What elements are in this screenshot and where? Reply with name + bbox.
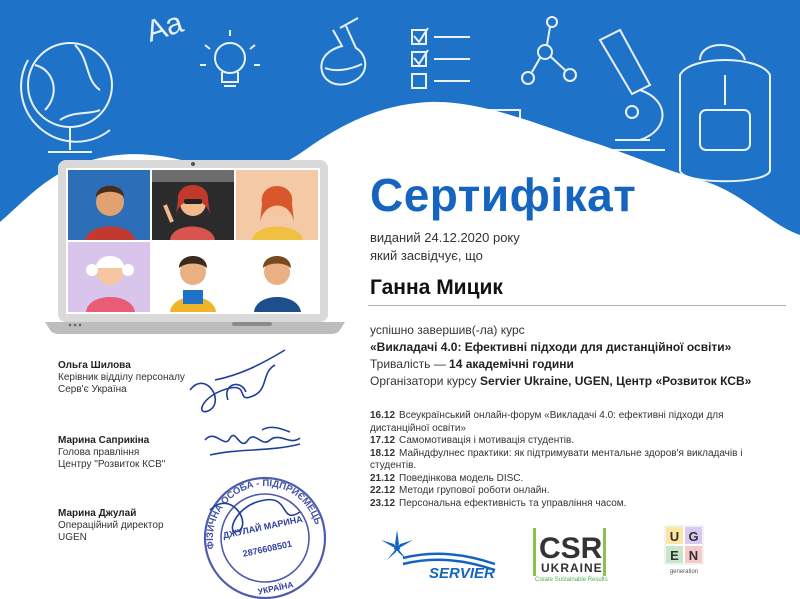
partner-logos [375,520,785,590]
svg-text:N: N [688,548,699,563]
schedule-item: 16.12 Всеукраїнський онлайн-форум «Викладачі 4.0: ефективні підходи для дистанційної освіти» [370,410,724,434]
svg-text:CSR: CSR [539,532,603,565]
svg-text:UKRAINE: UKRAINE [541,561,603,575]
signer-org: Центру "Розвиток КСВ" [58,459,166,470]
certificate-title: Сертифікат [370,169,637,221]
course-name: «Викладачі 4.0: Ефективні підходи для дистанційної освіти» [370,340,732,354]
organizers-line: Організатори курсу Servier Ukraine, UGEN, Центр «Розвиток КСВ» [370,374,752,388]
svg-text:ДЖУЛАЙ МАРИНА: ДЖУЛАЙ МАРИНА [221,513,304,541]
svg-text:generation: generation [669,569,699,575]
signer-role: Голова правління [58,447,140,458]
duration-line: Тривалість — 14 академічні години [370,357,574,371]
svg-text:SERVIER: SERVIER [429,565,495,582]
signature-2 [205,427,300,455]
servier-logo [381,530,495,582]
schedule-item: 18.12 Майндфулнес практики: як підтримувати ментальне здоров'я викладачів і студентів. [370,447,743,471]
signer-role: Операційний директор [58,520,164,531]
issued-date-line: виданий 24.12.2020 року [370,230,520,245]
svg-text:E: E [670,548,679,563]
svg-text:U: U [669,529,680,544]
schedule-item: 22.12 Методи групової роботи онлайн. [370,485,550,496]
schedule-item: 21.12 Поведінкова модель DISC. [370,472,524,484]
svg-text:Create Sustainable Results: Create Sustainable Results [535,577,608,583]
schedule-item: 23.12 Персональна ефективність та управління часом. [370,497,627,509]
signature-1 [190,350,285,412]
recipient-name: Ганна Мицик [370,276,503,299]
signer-org: Серв'є Україна [58,384,127,395]
schedule-item: 17.12 Самомотивація і мотивація студентів. [370,435,575,446]
stamp-seal [194,467,337,599]
svg-text:ФІЗИЧНА ОСОБА - ПІДПРИЄМЕЦЬ: ФІЗИЧНА ОСОБА - ПІДПРИЄМЕЦЬ [204,477,324,550]
signer-org: UGEN [58,532,87,543]
ugen-logo [665,526,703,575]
signer-role: Керівник відділу персоналу [58,372,185,383]
completed-line: успішно завершив(-ла) курс [370,323,525,337]
svg-text:G: G [688,529,699,544]
svg-text:УКРАЇНА: УКРАЇНА [256,579,295,597]
svg-text:Aa: Aa [141,5,188,49]
confirm-line: який засвідчує, що [370,248,483,263]
signer-name: Марина Саприкіна [58,435,150,446]
csr-ukraine-logo [533,528,608,583]
signer-name: Марина Джулай [58,508,137,519]
signer-name: Ольга Шилова [58,360,131,371]
svg-text:2876608501: 2876608501 [241,538,293,559]
